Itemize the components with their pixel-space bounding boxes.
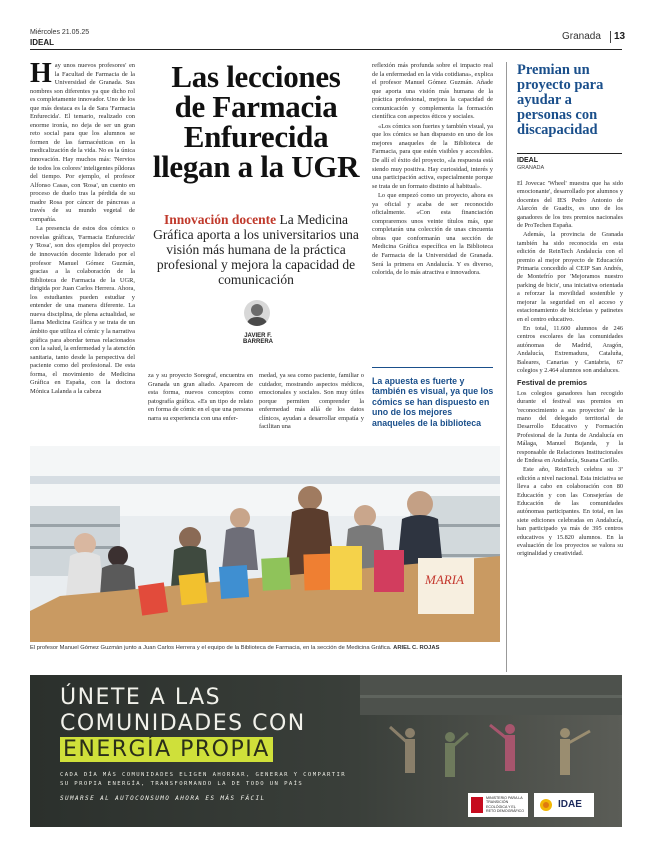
deck-text: La Medicina Gráfica aporta a los universitarios una visión más humana de la práctica profesional y mejora la capacidad de comunicación: [153, 212, 359, 287]
sidebar-rule: [517, 153, 622, 154]
pull-quote-rule: [372, 367, 493, 368]
photo-credit: ARIEL C. ROJAS: [393, 645, 440, 651]
ad-headline: [60, 685, 306, 763]
idae-sun-icon: [538, 797, 554, 813]
idae-logo: [534, 793, 594, 817]
ad-subtitle-line: SU PROPIA ENERGÍA, TRANSFORMANDO LA DE TODO UN PAÍS: [60, 781, 304, 787]
sidebar-headline: Premian un proyecto para ayudar a personas con discapacidad: [517, 62, 604, 138]
column-divider: [506, 62, 507, 672]
sidebar-subhead: Festival de premios: [517, 378, 588, 388]
drop-cap: H: [30, 62, 52, 89]
sidebar-paragraph: En total, 11.600 alumnos de 246 centros escolares de las comunidades autónomas de Madrid, Aragón, Andalucía, Extremadura, Cataluña, Baleares, Canarias y Cantabria, 67 colegios y 2.464 alumnos son andaluces.: [517, 324, 623, 374]
issue-date: Miércoles 21.05.25: [30, 29, 90, 36]
ad-call-to-action: SUMARSE AL AUTOCONSUMO AHORA ES MÁS FÁCIL: [60, 795, 266, 802]
ministry-logo: [468, 793, 528, 817]
ministry-name: MINISTERIO PARA LA TRANSICIÓN ECOLÓGICA Y EL RETO DEMOGRÁFICO: [486, 796, 525, 814]
article-paragraph: medad, ya sea como paciente, familiar o cuidador, mostrando aspectos médicos, emocionales y sociales. Son muy útiles porque permiten comprender la enfermedad más allá de los datos clínicos, ayudan a desarrollar empatía y facilitan una: [259, 372, 364, 431]
sidebar-location: GRANADA: [517, 165, 545, 171]
ad-headline-line: COMUNIDADES CON: [60, 711, 306, 736]
sidebar-paragraph: El Jovecac 'Wheel' muestra que ha sido emocionante', desarrollado por alumnos y docentes del IES Pedro Antonio de Alarcón de Guadix, es uno de los ganadores de los tres premios nacionales de ProTechen España.: [517, 180, 623, 230]
article-column-4: [372, 62, 493, 358]
article-paragraph: za y su proyecto Soregraf, encuentra en Granada un gran aliado. Aparecen de esta forma, nuevos conceptos como patografía gráfica. «Es un tipo de relato en forma de cómic en el que una persona narra su experiencia con una enfer-: [148, 372, 253, 422]
article-column-2: [148, 372, 253, 442]
article-column-3: [259, 372, 364, 442]
idae-name: IDAE: [558, 799, 582, 810]
article-photo: [30, 446, 500, 642]
sidebar-paragraph: Además, la provincia de Granada también ha sido reconocida en esta edición de ReinTech Andalucía con el premio al mejor proyecto de Educación Primaria concedido al CEIP San Andrés, de Montefrío por 'Mejoramos nuestro parking de bicis', una iniciativa orientada a reforzar la movilidad sostenible y mejorar la seguridad en el acceso y estacionamiento de bicicletas y patinetes en el centro educativo.: [517, 231, 623, 323]
caption-text: El profesor Manuel Gómez Guzmán junto a Juan Carlos Herrera y el equipo de la Biblioteca de Farmacia, en la sección de Medicina Gráfica.: [30, 645, 392, 651]
ad-subtitle: [60, 771, 346, 789]
headline-line: llegan a la UGR: [152, 149, 360, 184]
spain-shield-icon: [471, 797, 483, 813]
article-paragraph: reflexión más profunda sobre el impacto real de la enfermedad en la vida cotidiana», explica el profesor Manuel Gómez Guzmán. Añade que aporta una visión más humana de la práctica profesional, mejora la capacidad de comunicación y complementa la formación científica con aspectos éticos y sociales.: [372, 62, 493, 121]
article-byline: JAVIER F. BARRERA: [243, 333, 273, 345]
article-deck: [150, 212, 362, 287]
photo-caption: [30, 645, 500, 651]
article-paragraph: ay unos nuevos profesores' en la Facultad de Farmacia de la Universidad de Granada. Sus nombres son diferentes ya que dicho rol es completamente innovador. Uno de los que más destaca es la de Sara 'Farmacia Enfurecida'. El temario, realizado con enorme ironía, no deja de ser un gran reto social para que los alumnos se formen de las farmacéuticas en la medicalización de la vida. No es la única innovación. Hay muchos más: 'Nervios de todos los colores' inteligentes píldoras del tiempo. Por ejemplo, el profesor Alfonso Casas, con 'Rosa', un cuento en proceso de duelo tras la pérdida de su madre Rosa por cáncer de páncreas a través de su mundo vegetal de compañía.: [30, 62, 135, 223]
header-divider: [610, 31, 611, 43]
sidebar-paragraph: Los colegios ganadores han recogido durante el festival sus premios en 'reconocimiento a sus proyectos' de la mano del delegado territorial de Desarrollo Educativo y Formación Profesional de la Junta de Andalucía en Málaga, Manuel Bujanda, y la responsable de Relaciones Institucionales de Endesa en Andalucía, Susana Carillo.: [517, 389, 623, 464]
sidebar-brand: IDEAL: [517, 157, 538, 164]
headline-line: Enfurecida: [183, 119, 329, 154]
article-headline: [148, 59, 364, 184]
author-avatar: [244, 300, 270, 326]
page-number: 13: [614, 31, 626, 42]
article-column-1: [30, 62, 135, 442]
article-paragraph: «Los cómics son fuertes y también visual, ya que los cómics se han dispuesto en uno de los mejores anaqueles de la Biblioteca de Farmacia, para que estén visibles y accesibles. De allí el éxito del proyecto, «la respuesta está siendo muy positiva. Hay curiosidad, interés y una participación activa, especialmente porque se trata de un formato distinto al habitual».: [372, 122, 493, 190]
article-paragraph: Lo que empezó como un proyecto, ahora es ya oficial y acaba de ser reconocido oficialmente. «Con esta financiación compraremos unos veinte títulos más, que completarán una colección de unas cincuenta obras que conformarán una sección de Medicina Gráfica específica en la Biblioteca de Farmacia de la Universidad de Granada. Será la primera en Andalucía. Y es diverso, colorida, de lo más atractiva e innovadora.: [372, 192, 493, 277]
header-rule: [30, 49, 622, 50]
ad-headline-highlight: ENERGÍA PROPIA: [60, 737, 273, 762]
ad-subtitle-line: CADA DÍA MÁS COMUNIDADES ELIGEN AHORRAR, GENERAR Y COMPARTIR: [60, 772, 347, 778]
book-cover-title: MARIA: [425, 572, 464, 587]
headline-line: Las lecciones: [171, 59, 341, 94]
sidebar-paragraph: Este año, ReinTech celebra su 3ª edición a nivel nacional. Esta iniciativa se lleva a cabo en colaboración con 80 Educación y con las Consejerías de Educación de las comunidades autónomas participantes. En total, en las siete ediciones celebradas en Andalucía, han participado ya más de 395 centros educativos y 15.820 alumnos. En la evaluación de los proyectos se valora su originalidad y creatividad.: [517, 466, 623, 558]
ad-headline-line: ÚNETE A LAS: [60, 685, 222, 710]
sidebar-body: [517, 180, 623, 672]
advertisement[interactable]: [30, 675, 622, 827]
section-name: Granada: [562, 31, 601, 42]
masthead-brand: IDEAL: [30, 38, 54, 47]
deck-kicker: Innovación docente: [163, 212, 277, 227]
headline-line: de Farmacia: [174, 89, 338, 124]
pull-quote: La apuesta es fuerte y también es visual, ya que los cómics se han dispuesto en uno de los mejores anaqueles de la biblioteca: [372, 376, 494, 428]
article-paragraph: La presencia de estos dos cómics o novelas gráficas, 'Farmacia Enfurecida' y 'Rosa', son dos ejemplos del proyecto de innovación docente liderado por el profesor Manuel Gómez Guzmán, gracias a la colaboración de la Biblioteca de Farmacia de la UGR, dirigida por Juan Carlos Herrera. Ahora, los estudiantes pueden estudiar y entender de una manera diferente. La nueva disciplina, de plena actualidad, se llama Medicina Gráfica y se trata de un ámbito que utiliza el cómic y la narrativa gráfica para abordar temas relacionados con la salud, la enfermedad y la atención sanitaria, tanto desde la perspectiva del paciente como del profesional. De esta forma, el movimiento de Medicina Gráfica en España, con la doctora Mónica Lalanda a la cabeza: [30, 225, 135, 395]
